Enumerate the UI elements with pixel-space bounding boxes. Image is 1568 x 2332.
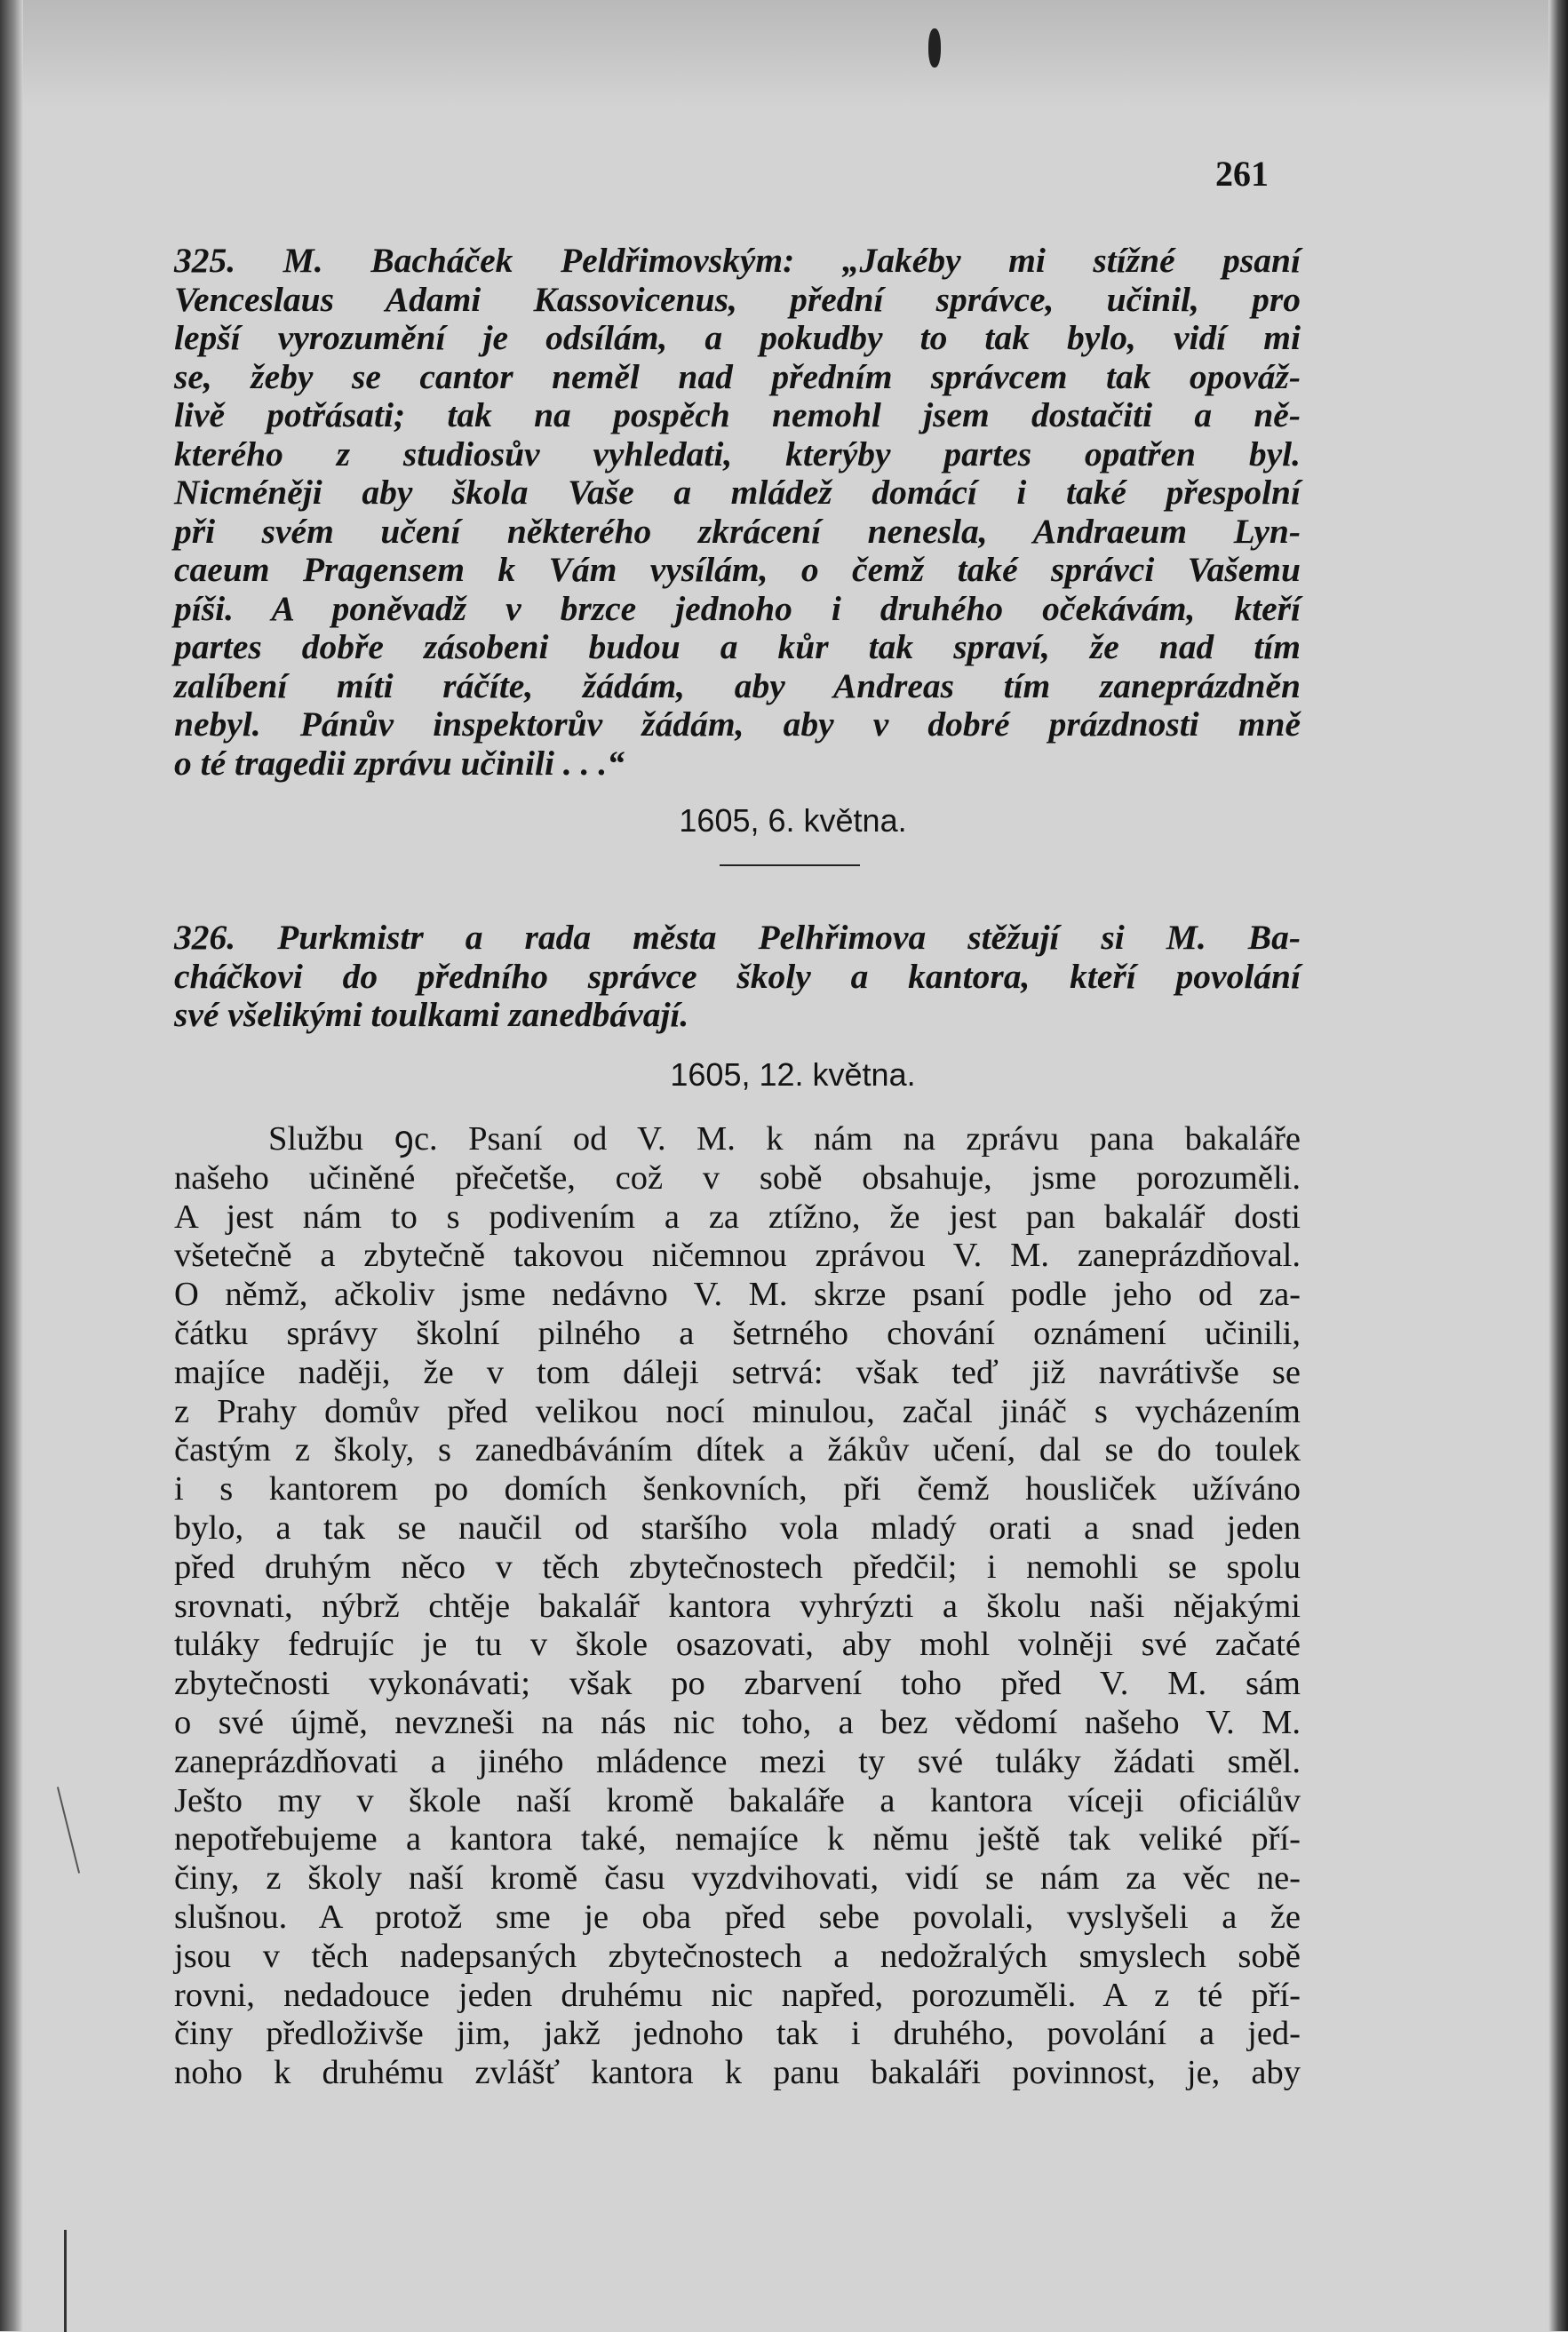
- text-line: o té tragedii zprávu učinili . . .“: [174, 743, 625, 783]
- body-line: činy předloživše jim, jakž jednoho tak i druhého, povolání a jed-: [174, 2015, 1301, 2053]
- text-line: Nicméněji aby škola Vaše a mládež domácí i také přespolní: [174, 473, 1301, 512]
- body-line: nepotřebujeme a kantora také, nemajíce k němu ještě tak veliké pří-: [174, 1820, 1301, 1858]
- text-line: 325. M. Bacháček Peldřimovským: „Jakéby mi stížné psaní: [174, 241, 1301, 280]
- text-line: livě potřásati; tak na pospěch nemohl jsem dostačiti a ně-: [174, 395, 1301, 434]
- body-line: činy, z školy naší kromě času vyzdvihovati, vidí se nám za věc ne-: [174, 1859, 1301, 1898]
- body-line: tuláky fedrujíc je tu v škole osazovati, aby mohl volněji své začaté: [174, 1626, 1301, 1664]
- body-line: jsou v těch nadepsaných zbytečnostech a nedožralých smyslech sobě: [174, 1937, 1301, 1975]
- scan-left-edge: [0, 0, 23, 2331]
- entry-325-text: [174, 242, 1301, 783]
- text-line: caeum Pragensem k Vám vysílám, o čemž také správci Vašemu: [174, 550, 1301, 589]
- heading-line: 326. Purkmistr a rada města Pelhřimova stěžují si M. Ba-: [174, 918, 1301, 957]
- text-line: se, žeby se cantor neměl nad předním správcem tak opováž-: [174, 356, 1301, 396]
- text-line: píši. A poněvadž v brzce jednoho i druhého očekávám, kteří: [174, 588, 1301, 628]
- body-line: slušnou. A protož sme je oba před sebe povolali, vyslyšeli a že: [174, 1898, 1301, 1936]
- ink-blot: [928, 28, 941, 68]
- body-line: bylo, a tak se naučil od staršího vola mladý orati a snad jeden: [174, 1508, 1301, 1547]
- text-line: lepší vyrozumění je odsílám, a pokudby to tak bylo, vidí mi: [174, 318, 1301, 357]
- body-line: všetečně a zbytečně takovou ničemnou zprávou V. M. zaneprázdňoval.: [174, 1237, 1301, 1275]
- heading-line: cháčkovi do předního správce školy a kantora, kteří povolání: [174, 956, 1301, 996]
- page-number: 261: [1215, 154, 1269, 194]
- body-line: zbytečnosti vykonávati; však po zbarvení toho před V. M. sám: [174, 1665, 1301, 1703]
- text-line: partes dobře zásobeni budou a kůr tak spraví, že nad tím: [174, 627, 1301, 666]
- text-line: Venceslaus Adami Kassovicenus, přední správce, učinil, pro: [174, 279, 1301, 319]
- heading-line: své všelikými toulkami zanedbávají.: [174, 995, 689, 1034]
- body-line: před druhým něco v těch zbytečnostech předčil; i nemohli se spolu: [174, 1548, 1301, 1586]
- entry-326-heading: [174, 919, 1301, 1035]
- text-line: při svém učení některého zkrácení nenesla, Andraeum Lyn-: [174, 511, 1301, 551]
- entry-326-body: [174, 1120, 1301, 2093]
- scan-top-shadow: [0, 0, 1568, 107]
- body-line: A jest nám to s podivením a za ztížno, že jest pan bakalář dosti: [174, 1198, 1301, 1236]
- body-line: našeho učiněné přečetše, což v sobě obsahuje, jsme porozuměli.: [174, 1158, 1301, 1197]
- text-line: kterého z studiosův vyhledati, kterýby partes opatřen byl.: [174, 434, 1301, 474]
- section-divider: [720, 864, 860, 866]
- body-line: zaneprázdňovati a jiného mládence mezi ty své tuláky žádati směl.: [174, 1742, 1301, 1780]
- body-line: majíce naději, že v tom dáleji setrvá: však teď již navrátivše se: [174, 1353, 1301, 1391]
- body-line: i s kantorem po domích šenkovních, při čemž housliček užíváno: [174, 1470, 1301, 1508]
- entry-326-date: 1605, 12. května.: [670, 1056, 916, 1093]
- margin-mark: [64, 2230, 67, 2332]
- body-line: Ješto my v škole naší kromě bakaláře a kantora víceji oficiálův: [174, 1781, 1301, 1819]
- body-line: [174, 1120, 1301, 1159]
- body-line: srovnati, nýbrž chtěje bakalář kantora vyhrýzti a školu naši nějakými: [174, 1587, 1301, 1625]
- body-line: rovni, nedadouce jeden druhému nic napřed, porozuměli. A z té pří-: [174, 1976, 1301, 2014]
- scan-right-edge: [1548, 0, 1568, 2331]
- entry-325-date: 1605, 6. května.: [679, 802, 907, 839]
- text-line: zalíbení míti ráčíte, žádám, aby Andreas tím zaneprázdněn: [174, 665, 1301, 705]
- margin-mark: [57, 1787, 80, 1874]
- body-line: noho k druhému zvlášť kantora k panu bakaláři povinnost, je, aby: [174, 2054, 1301, 2092]
- body-line: čátku správy školní pilného a šetrného chování oznámení učinili,: [174, 1314, 1301, 1352]
- body-line: častým z školy, s zanedbáváním dítek a žákův učení, dal se do toulek: [174, 1431, 1301, 1469]
- body-line: o své újmě, nevzneši na nás nic toho, a bez vědomí našeho V. M.: [174, 1703, 1301, 1741]
- text-line: nebyl. Pánův inspektorův žádám, aby v dobré prázdnosti mně: [174, 704, 1301, 744]
- body-line: O němž, ačkoliv jsme nedávno V. M. skrze psaní podle jeho od za-: [174, 1276, 1301, 1314]
- body-line-text: Službu ꝯc. Psaní od V. M. k nám na zprávu pana bakaláře: [268, 1120, 1301, 1158]
- body-line: z Prahy domův před velikou nocí minulou, začal jináč s vycházením: [174, 1392, 1301, 1430]
